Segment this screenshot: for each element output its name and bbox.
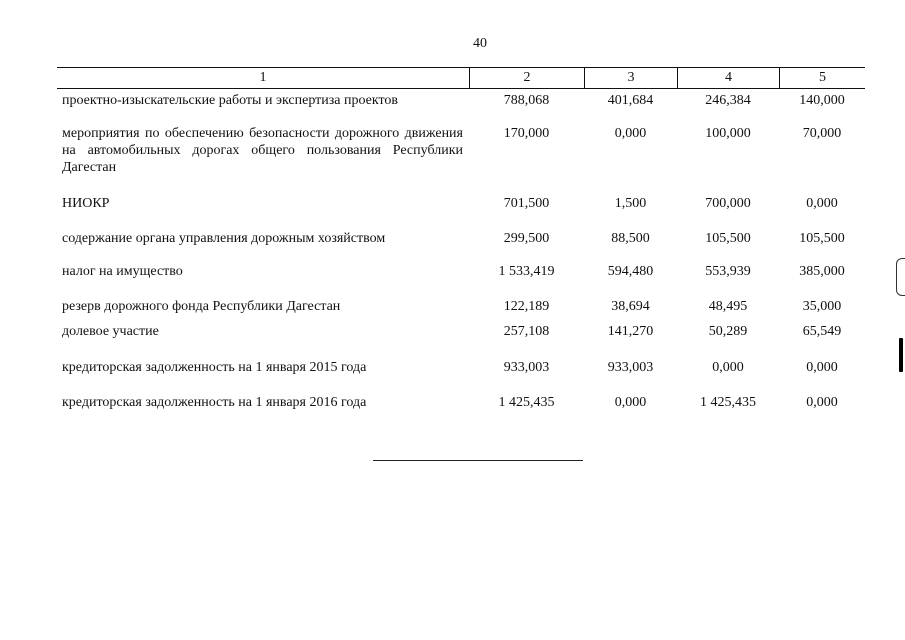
row-value-col-3: 141,270: [607, 324, 654, 339]
row-value-col-3: 401,684: [607, 93, 654, 108]
row-value-col-4: 50,289: [708, 324, 748, 339]
row-value-col-3: 88,500: [611, 231, 650, 246]
row-value-col-4: 700,000: [705, 196, 751, 211]
row-value-col-5: 0,000: [806, 196, 838, 211]
table-row: [57, 195, 865, 212]
row-value-col-4: 100,000: [705, 126, 751, 141]
row-value-col-5: 0,000: [806, 395, 838, 410]
row-value-col-4: 553,939: [705, 264, 751, 279]
table-row: [57, 323, 865, 340]
row-value-col-2: 788,068: [503, 93, 550, 108]
table-row: [57, 125, 865, 176]
footer-rule: [373, 460, 583, 461]
table-row: [57, 394, 865, 411]
table-row: [57, 92, 865, 109]
row-value-col-4: 105,500: [705, 231, 751, 246]
row-value-col-5: 35,000: [802, 299, 842, 314]
row-value-col-5: 0,000: [806, 360, 838, 375]
row-value-col-3: 1,500: [614, 196, 647, 211]
row-value-col-5: 140,000: [799, 93, 845, 108]
row-value-col-2: 701,500: [503, 196, 550, 211]
row-value-col-3: 933,003: [607, 360, 654, 375]
header-col-1: 1: [259, 70, 267, 85]
row-value-col-5: 105,500: [799, 231, 845, 246]
row-value-col-3: 0,000: [614, 395, 647, 410]
table-row: [57, 263, 865, 280]
row-value-col-2: 1 425,435: [498, 395, 555, 410]
row-label: кредиторская задолженность на 1 января 2015 года: [62, 360, 367, 375]
row-value-col-2: 1 533,419: [498, 264, 555, 279]
header-col-4: 4: [677, 68, 779, 88]
row-value-col-2: 299,500: [503, 231, 550, 246]
row-label: кредиторская задолженность на 1 января 2016 года: [62, 395, 367, 410]
row-value-col-4: 0,000: [712, 360, 744, 375]
row-value-col-2: 122,189: [503, 299, 550, 314]
row-value-col-2: 257,108: [503, 324, 550, 339]
row-label: мероприятия по обеспечению безопасности дорожного движения на автомобильных дорогах общего пользования Республики Дагестан: [62, 126, 463, 175]
row-label: проектно-изыскательские работы и экспертиза проектов: [62, 93, 399, 108]
row-label: налог на имущество: [62, 264, 183, 279]
row-value-col-3: 594,480: [607, 264, 654, 279]
row-label: содержание органа управления дорожным хозяйством: [62, 231, 386, 246]
row-label: НИОКР: [62, 196, 110, 211]
row-value-col-4: 1 425,435: [700, 395, 756, 410]
header-col-2: 2: [469, 68, 584, 88]
header-col-3: 3: [584, 68, 677, 88]
row-value-col-5: 385,000: [799, 264, 845, 279]
row-label: резерв дорожного фонда Республики Дагестан: [62, 299, 341, 314]
row-value-col-2: 933,003: [503, 360, 550, 375]
row-label: долевое участие: [62, 324, 159, 339]
table-header-row: [57, 67, 865, 89]
row-value-col-3: 38,694: [611, 299, 650, 314]
header-col-5: 5: [779, 68, 865, 88]
budget-table: [57, 67, 865, 410]
row-value-col-4: 246,384: [705, 93, 751, 108]
page-number: 40: [473, 36, 487, 51]
scan-edge-mark: [899, 338, 903, 372]
table-row: [57, 230, 865, 247]
row-value-col-2: 170,000: [503, 126, 550, 141]
table-row: [57, 359, 865, 376]
table-row: [57, 298, 865, 315]
row-value-col-5: 65,549: [802, 324, 842, 339]
scan-bracket-mark: [896, 258, 905, 296]
row-value-col-4: 48,495: [708, 299, 748, 314]
row-value-col-3: 0,000: [614, 126, 647, 141]
row-value-col-5: 70,000: [802, 126, 842, 141]
